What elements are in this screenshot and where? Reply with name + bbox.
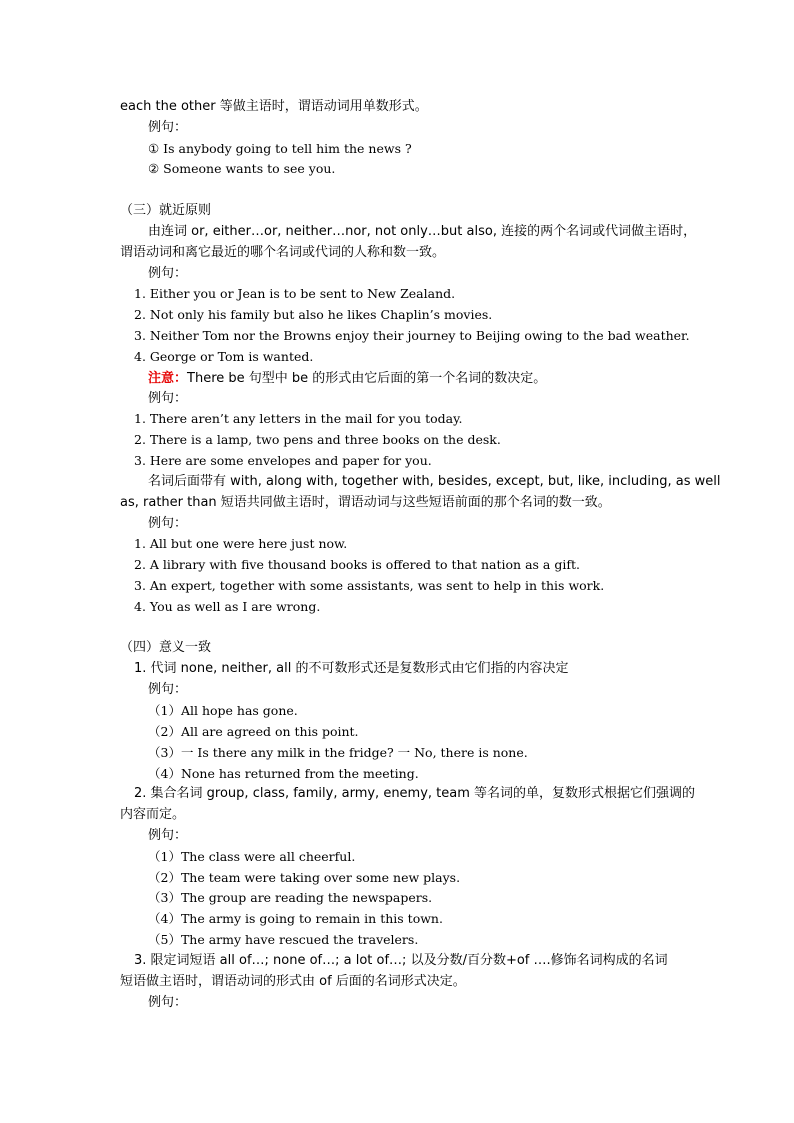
example-label: 例句：: [148, 391, 188, 406]
list-item: 4. You as well as I are wrong.: [134, 599, 321, 614]
section-heading: （四）意义一致: [120, 640, 212, 655]
rule-item-continuation: 短语做主语时，谓语动词的形式由 of 后面的名词形式决定。: [120, 974, 466, 989]
list-item: （4）The army is going to remain in this town.: [148, 911, 443, 926]
list-item: （4）None has returned from the meeting.: [148, 766, 419, 781]
rule-item: 2. 集合名词 group, class, family, army, enemy, team 等名词的单，复数形式根据它们强调的: [134, 786, 696, 801]
list-item: （3）The group are reading the newspapers.: [148, 890, 433, 905]
list-item: （2）All are agreed on this point.: [148, 724, 359, 739]
example-label: 例句：: [148, 682, 188, 697]
paragraph-line: 名词后面带有 with, along with, together with, besides, except, but, like, including, as well: [148, 474, 721, 489]
list-item: （1）All hope has gone.: [148, 703, 298, 718]
list-item: 3. Neither Tom nor the Browns enjoy their journey to Beijing owing to the bad weather.: [134, 328, 690, 343]
list-item: （2）The team were taking over some new plays.: [148, 870, 461, 885]
list-item: 3. An expert, together with some assistants, was sent to help in this work.: [134, 578, 605, 593]
rule-item-continuation: 内容而定。: [120, 807, 186, 822]
list-item: 2. A library with five thousand books is offered to that nation as a gift.: [134, 557, 580, 572]
example-label: 例句：: [148, 266, 188, 281]
rule-item: 3. 限定词短语 all of…; none of…; a lot of…; 以及分数/百分数+of ….修饰名词构成的名词: [134, 953, 668, 968]
example-sentence: ② Someone wants to see you.: [148, 161, 336, 176]
example-label: 例句：: [148, 995, 188, 1010]
paragraph-line: 由连词 or, either…or, neither…nor, not only…but also, 连接的两个名词或代词做主语时，: [148, 224, 697, 239]
section-heading: （三）就近原则: [120, 203, 212, 218]
list-item: 2. Not only his family but also he likes Chaplin’s movies.: [134, 307, 493, 322]
list-item: （1）The class were all cheerful.: [148, 849, 356, 864]
note-line: [148, 370, 546, 386]
list-item: （5）The army have rescued the travelers.: [148, 932, 419, 947]
rule-item: 1. 代词 none, neither, all 的不可数形式还是复数形式由它们指的内容决定: [134, 661, 569, 676]
list-item: 1. All but one were here just now.: [134, 536, 348, 551]
list-item: 1. Either you or Jean is to be sent to New Zealand.: [134, 286, 456, 301]
example-sentence: ① Is anybody going to tell him the news ?: [148, 141, 412, 156]
paragraph-line: 谓语动词和离它最近的哪个名词或代词的人称和数一致。: [120, 245, 446, 260]
list-item: 4. George or Tom is wanted.: [134, 349, 314, 364]
note-label: 注意：: [148, 371, 188, 386]
example-label: 例句：: [148, 516, 188, 531]
example-label: 例句：: [148, 120, 188, 135]
list-item: 2. There is a lamp, two pens and three books on the desk.: [134, 432, 501, 447]
list-item: 1. There aren’t any letters in the mail for you today.: [134, 411, 463, 426]
list-item: （3）一 Is there any milk in the fridge? 一 No, there is none.: [148, 745, 528, 760]
paragraph-line: as, rather than 短语共同做主语时，谓语动词与这些短语前面的那个名词的数一致。: [120, 495, 611, 510]
example-label: 例句：: [148, 828, 188, 843]
intro-line: each the other 等做主语时，谓语动词用单数形式。: [120, 99, 428, 114]
list-item: 3. Here are some envelopes and paper for you.: [134, 453, 432, 468]
note-text: There be 句型中 be 的形式由它后面的第一个名词的数决定。: [187, 371, 547, 386]
